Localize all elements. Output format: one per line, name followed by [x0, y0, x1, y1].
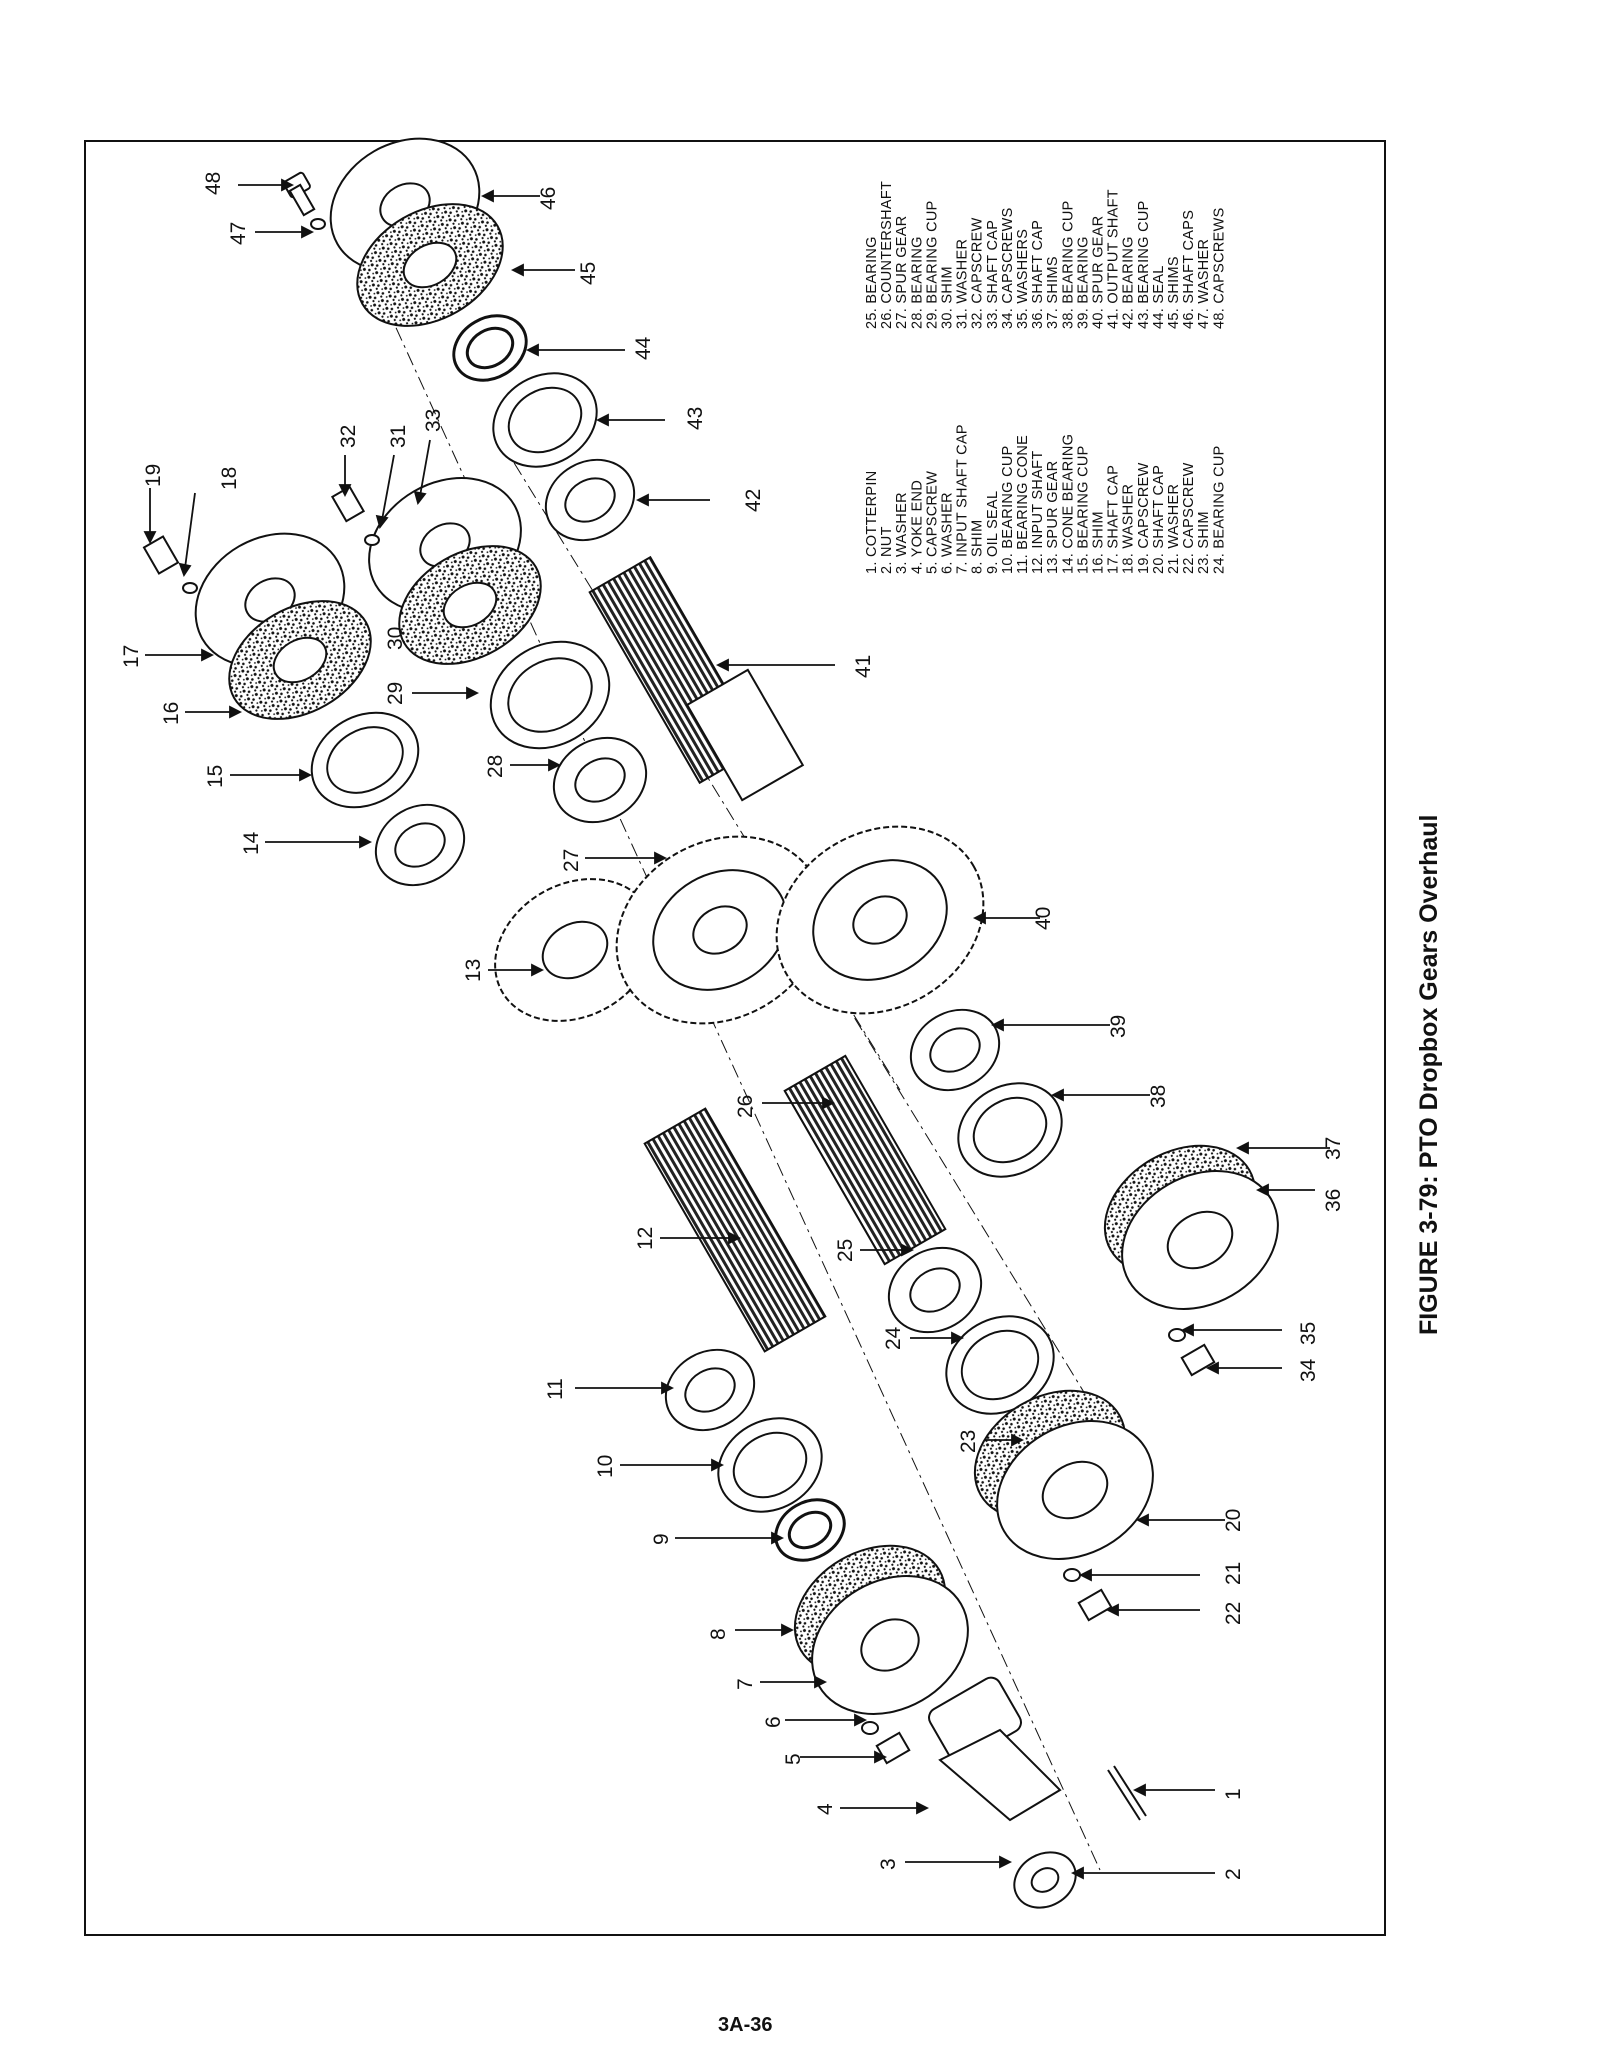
callout-34: 34 — [1297, 1358, 1320, 1382]
legend-item: 13. SPUR GEAR — [1045, 460, 1062, 574]
legend-item: 39. BEARING — [1075, 236, 1092, 329]
legend-item: 20. SHAFT CAP — [1150, 464, 1167, 574]
callout-44: 44 — [632, 336, 655, 360]
callout-20: 20 — [1222, 1508, 1245, 1532]
page-number: 3A-36 — [718, 2014, 773, 2036]
callout-23: 23 — [957, 1429, 980, 1453]
callout-labels — [120, 172, 1345, 1880]
capscrew-19-part — [144, 537, 197, 593]
legend-item: 10. BEARING CUP — [999, 445, 1016, 574]
callout-42: 42 — [742, 488, 765, 512]
seal-44-part — [442, 303, 538, 393]
callout-45: 45 — [577, 261, 600, 285]
legend-item: 16. SHIM — [1090, 511, 1107, 574]
legend-item: 25. BEARING — [864, 236, 880, 329]
legend-item: 1. COTTERPIN — [864, 470, 880, 574]
legend-item: 27. SPUR GEAR — [894, 215, 911, 329]
legend-item: 2. NUT — [879, 526, 896, 574]
callout-27: 27 — [560, 848, 583, 872]
callout-8: 8 — [707, 1628, 730, 1640]
legend-item: 15. BEARING CUP — [1075, 445, 1092, 574]
legend-item: 44. SEAL — [1150, 265, 1167, 329]
legend-item: 43. BEARING CUP — [1135, 200, 1152, 329]
callout-16: 16 — [160, 701, 183, 725]
callout-6: 6 — [762, 1716, 785, 1728]
countershaft-26-part — [785, 1056, 946, 1264]
legend-item: 8. SHIM — [969, 519, 986, 574]
parts-legend — [864, 181, 1227, 574]
callout-47: 47 — [227, 221, 250, 245]
legend-item: 18. WASHER — [1120, 483, 1137, 574]
legend-item: 7. INPUT SHAFT CAP — [954, 424, 971, 574]
callout-39: 39 — [1107, 1014, 1130, 1038]
legend-item: 36. SHAFT CAP — [1030, 219, 1047, 329]
callout-17: 17 — [120, 644, 143, 668]
legend-item: 30. SHIM — [939, 266, 956, 329]
legend-item: 38. BEARING CUP — [1060, 200, 1077, 329]
capscrew-48-part — [283, 172, 325, 229]
callout-32: 32 — [337, 424, 360, 448]
callout-37: 37 — [1322, 1136, 1345, 1160]
yoke-end-4-part — [925, 1674, 1060, 1820]
legend-item: 46. SHAFT CAPS — [1181, 209, 1198, 329]
legend-item: 14. CONE BEARING — [1060, 433, 1077, 574]
callout-18: 18 — [218, 466, 241, 490]
callout-31: 31 — [387, 424, 410, 448]
callout-10: 10 — [594, 1454, 617, 1478]
legend-item: 4. YOKE END — [909, 479, 926, 574]
legend-item: 11. BEARING CONE — [1015, 434, 1031, 574]
legend-item: 28. BEARING — [909, 236, 926, 329]
callout-38: 38 — [1147, 1084, 1170, 1108]
callout-11: 11 — [544, 1378, 567, 1400]
legend-item: 24. BEARING CUP — [1211, 445, 1228, 574]
callout-28: 28 — [484, 754, 507, 778]
legend-item: 45. SHIMS — [1166, 256, 1182, 329]
shaft-cap-36-part — [1097, 1144, 1303, 1337]
legend-item: 35. WASHERS — [1015, 228, 1031, 329]
callout-25: 25 — [834, 1238, 857, 1262]
legend-item: 17. SHAFT CAP — [1105, 464, 1122, 574]
legend-item: 21. WASHER — [1166, 483, 1182, 574]
callout-5: 5 — [782, 1753, 805, 1765]
legend-item: 3. WASHER — [894, 492, 911, 574]
input-shaft-12-part — [645, 1109, 826, 1352]
callout-15: 15 — [204, 764, 227, 788]
legend-item: 23. SHIM — [1196, 511, 1213, 574]
callout-4: 4 — [814, 1803, 837, 1815]
callout-9: 9 — [650, 1533, 673, 1545]
callout-13: 13 — [462, 958, 485, 982]
callout-33: 33 — [422, 408, 445, 432]
legend-column-1 — [864, 424, 1227, 574]
callout-41: 41 — [852, 654, 875, 678]
legend-item: 32. CAPSCREW — [969, 217, 986, 329]
callout-29: 29 — [384, 681, 407, 705]
cone-bearing-14-part — [361, 789, 479, 901]
legend-column-2 — [864, 181, 1227, 329]
callout-21: 21 — [1222, 1561, 1245, 1585]
callout-7: 7 — [734, 1678, 757, 1690]
legend-item: 26. COUNTERSHAFT — [879, 180, 896, 329]
callout-48: 48 — [202, 171, 225, 195]
legend-item: 22. CAPSCREW — [1181, 462, 1198, 574]
callout-30: 30 — [384, 626, 407, 650]
legend-item: 42. BEARING — [1120, 236, 1137, 329]
legend-item: 33. SHAFT CAP — [984, 219, 1001, 329]
callout-2: 2 — [1222, 1868, 1245, 1880]
figure-caption: FIGURE 3-79: PTO Dropbox Gears Overhaul — [1415, 814, 1443, 1335]
callout-36: 36 — [1322, 1188, 1345, 1212]
nut-2-part — [1004, 1841, 1085, 1918]
callout-22: 22 — [1222, 1601, 1245, 1625]
callout-24: 24 — [882, 1326, 905, 1350]
capscrew-32-part — [332, 487, 379, 545]
legend-item: 6. WASHER — [939, 492, 956, 574]
callout-12: 12 — [634, 1226, 657, 1250]
legend-item: 34. CAPSCREWS — [999, 207, 1016, 329]
leader-lines — [145, 180, 1330, 1878]
legend-item: 37. SHIMS — [1045, 256, 1062, 329]
callout-1: 1 — [1222, 1788, 1245, 1800]
legend-item: 12. INPUT SHAFT — [1030, 450, 1047, 574]
legend-item: 29. BEARING CUP — [924, 200, 941, 329]
legend-item: 47. WASHER — [1196, 238, 1213, 329]
callout-35: 35 — [1297, 1321, 1320, 1345]
legend-item: 5. CAPSCREW — [924, 470, 941, 574]
legend-item: 40. SPUR GEAR — [1090, 215, 1107, 329]
callout-3: 3 — [877, 1858, 900, 1870]
legend-item: 19. CAPSCREW — [1135, 462, 1152, 574]
callout-40: 40 — [1032, 906, 1055, 930]
callout-19: 19 — [142, 463, 165, 487]
callout-14: 14 — [240, 831, 263, 855]
legend-item: 9. OIL SEAL — [984, 490, 1001, 574]
callout-43: 43 — [684, 406, 707, 430]
legend-item: 31. WASHER — [954, 238, 971, 329]
callout-46: 46 — [537, 186, 560, 210]
legend-item: 48. CAPSCREWS — [1211, 207, 1228, 329]
callout-26: 26 — [734, 1094, 757, 1118]
legend-item: 41. OUTPUT SHAFT — [1105, 189, 1122, 329]
